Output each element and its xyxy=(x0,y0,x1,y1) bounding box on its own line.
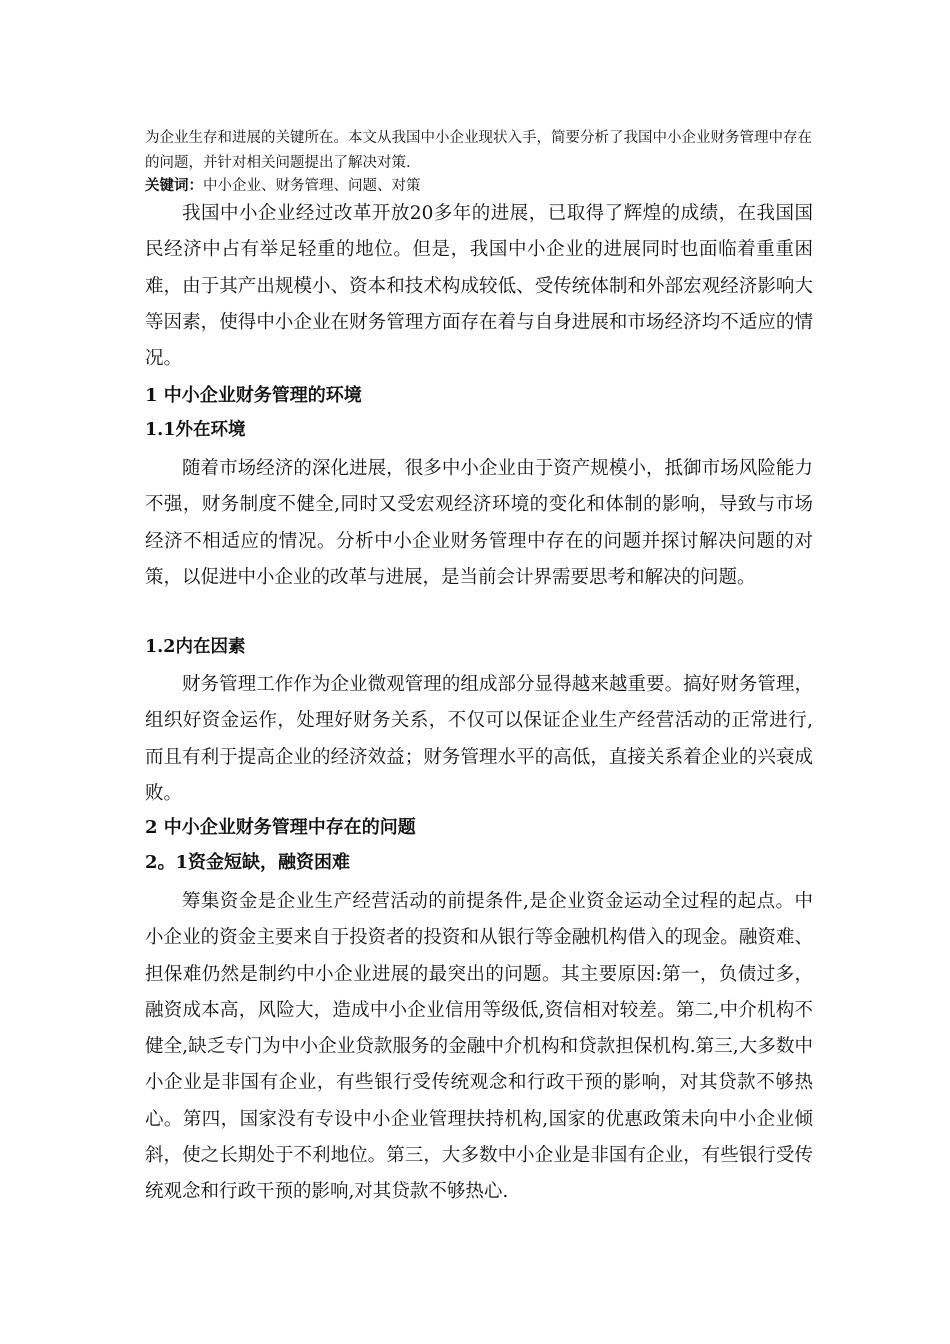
subsection-1-1-paragraph: 随着市场经济的深化进展，很多中小企业由于资产规模小，抵御市场风险能力不强，财务制度不健全,同时又受宏观经济环境的变化和体制的影响，导致与市场经济不相适应的情况。分析中小企业财务管理中存在的问题并探讨解决问题的对策，以促进中小企业的改革与进展，是当前会计界需要思考和解决的问题。 xyxy=(145,458,813,588)
keywords-label: 关键词： xyxy=(145,177,203,194)
keywords-line xyxy=(145,175,813,197)
subsection-1-2-paragraph: 财务管理工作作为企业微观管理的组成部分显得越来越重要。搞好财务管理，组织好资金运作，处理好财务关系，不仅可以保证企业生产经营活动的正常进行,而且有利于提高企业的经济效益；财务管理水平的高低，直接关系着企业的兴衰成败。 xyxy=(145,674,813,804)
abstract-text: 为企业生存和进展的关键所在。本文从我国中小企业现状入手，简要分析了我国中小企业财务管理中存在的问题，并针对相关问题提出了解决对策. xyxy=(145,130,812,171)
intro-paragraph: 我国中小企业经过改革开放20多年的进展，已取得了辉煌的成绩，在我国国民经济中占有举足轻重的地位。但是，我国中小企业的进展同时也面临着重重困难，由于其产出规模小、资本和技术构成较低、受传统体制和外部宏观经济影响大等因素，使得中小企业在财务管理方面存在着与自身进展和市场经济均不适应的情况。 xyxy=(145,203,813,370)
subsection-1-2-heading: 1.2内在因素 xyxy=(145,637,246,657)
section-1-heading: 1 中小企业财务管理的环境 xyxy=(145,385,362,406)
keywords-text: 中小企业、财务管理、问题、对策 xyxy=(203,178,421,194)
subsection-2-1-paragraph: 筹集资金是企业生产经营活动的前提条件,是企业资金运动全过程的起点。中小企业的资金主要来自于投资者的投资和从银行等金融机构借入的现金。融资难、担保难仍然是制约中小企业进展的最突出的问题。其主要原因:第一，负债过多，融资成本高，风险大，造成中小企业信用等级低,资信相对较差。第二,中介机构不健全,缺乏专门为中小企业贷款服务的金融中介机构和贷款担保机构.第三,大多数中小企业是非国有企业，有些银行受传统观念和行政干预的影响，对其贷款不够热心。第四，国家没有专设中小企业管理扶持机构,国家的优惠政策未向中小企业倾斜，使之长期处于不利地位。第三，大多数中小企业是非国有企业，有些银行受传统观念和行政干预的影响,对其贷款不够热心. xyxy=(145,891,813,1203)
section-2-heading: 2 中小企业财务管理中存在的问题 xyxy=(145,817,416,838)
subsection-2-1-heading: 2。1资金短缺，融资困难 xyxy=(145,852,351,873)
subsection-1-1-heading: 1.1外在环境 xyxy=(145,420,246,440)
